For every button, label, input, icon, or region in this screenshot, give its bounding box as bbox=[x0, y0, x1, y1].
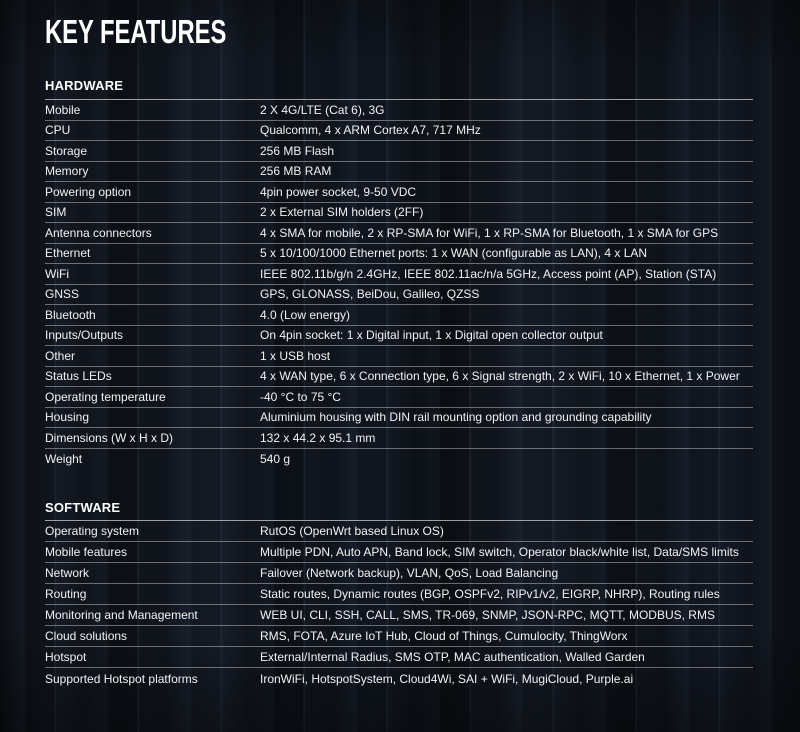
spec-row bbox=[45, 141, 753, 162]
spec-value: RMS, FOTA, Azure IoT Hub, Cloud of Things, Cumulocity, ThingWorx bbox=[260, 629, 628, 643]
spec-value: 256 MB RAM bbox=[260, 164, 332, 179]
spec-row bbox=[45, 346, 753, 367]
spec-label: WiFi bbox=[45, 266, 69, 281]
spec-row bbox=[45, 387, 753, 408]
page-content bbox=[45, 0, 753, 689]
spec-row bbox=[45, 449, 753, 470]
spec-value: Failover (Network backup), VLAN, QoS, Load Balancing bbox=[260, 566, 559, 580]
spec-row bbox=[45, 162, 753, 183]
spec-label: GNSS bbox=[45, 287, 80, 302]
spec-row bbox=[45, 605, 753, 626]
section-title-software: SOFTWARE bbox=[45, 500, 121, 515]
spec-label: Antenna connectors bbox=[45, 225, 152, 240]
spec-label: Operating system bbox=[45, 524, 140, 538]
spec-value: WEB UI, CLI, SSH, CALL, SMS, TR-069, SNMP, JSON-RPC, MQTT, MODBUS, RMS bbox=[260, 608, 715, 622]
spec-row bbox=[45, 626, 753, 647]
spec-label: Memory bbox=[45, 164, 89, 179]
spec-value: 540 g bbox=[260, 451, 291, 466]
spec-label: Supported Hotspot platforms bbox=[45, 671, 198, 686]
spec-label: SIM bbox=[45, 205, 67, 220]
spec-row bbox=[45, 223, 753, 244]
spec-label: Network bbox=[45, 566, 90, 580]
spec-row bbox=[45, 264, 753, 285]
spec-label: Mobile features bbox=[45, 545, 128, 559]
spec-label: Dimensions (W x H x D) bbox=[45, 430, 174, 445]
spec-value: Static routes, Dynamic routes (BGP, OSPFv2, RIPv1/v2, EIGRP, NHRP), Routing rules bbox=[260, 587, 720, 601]
spec-label: Storage bbox=[45, 143, 88, 158]
spec-row bbox=[45, 305, 753, 326]
spec-value: 4 x SMA for mobile, 2 x RP-SMA for WiFi, 1 x RP-SMA for Bluetooth, 1 x SMA for GPS bbox=[260, 225, 719, 240]
spec-value: Qualcomm, 4 x ARM Cortex A7, 717 MHz bbox=[260, 123, 481, 138]
spec-value: 2 x External SIM holders (2FF) bbox=[260, 205, 424, 220]
spec-value: IEEE 802.11b/g/n 2.4GHz, IEEE 802.11ac/n/a 5GHz, Access point (AP), Station (STA) bbox=[260, 266, 717, 281]
spec-row bbox=[45, 542, 753, 563]
spec-value: 4 x WAN type, 6 x Connection type, 6 x Signal strength, 2 x WiFi, 10 x Ethernet, 1 x Power bbox=[260, 369, 740, 384]
spec-label: Ethernet bbox=[45, 246, 91, 261]
spec-row bbox=[45, 521, 753, 542]
spec-value: 132 x 44.2 x 95.1 mm bbox=[260, 430, 376, 445]
spec-value: 4pin power socket, 9-50 VDC bbox=[260, 184, 417, 199]
spec-row bbox=[45, 584, 753, 605]
spec-row bbox=[45, 100, 753, 121]
spec-row bbox=[45, 367, 753, 388]
spec-label: Mobile bbox=[45, 102, 81, 117]
spec-label: Bluetooth bbox=[45, 307, 96, 322]
spec-row bbox=[45, 668, 753, 689]
section-hardware bbox=[45, 79, 753, 469]
spec-row bbox=[45, 203, 753, 224]
spec-label: Cloud solutions bbox=[45, 629, 128, 643]
spec-label: Hotspot bbox=[45, 650, 87, 664]
spec-row bbox=[45, 244, 753, 265]
spec-value: GPS, GLONASS, BeiDou, Galileo, QZSS bbox=[260, 287, 480, 302]
spec-value: On 4pin socket: 1 x Digital input, 1 x Digital open collector output bbox=[260, 328, 603, 343]
spec-label: Inputs/Outputs bbox=[45, 328, 124, 343]
spec-label: Powering option bbox=[45, 184, 132, 199]
section-title-hardware: HARDWARE bbox=[45, 78, 124, 93]
spec-row bbox=[45, 647, 753, 668]
spec-row bbox=[45, 563, 753, 584]
hardware-spec-table bbox=[45, 99, 753, 469]
page-title: KEY FEATURES bbox=[45, 13, 227, 50]
spec-label: Housing bbox=[45, 410, 90, 425]
spec-value: 2 X 4G/LTE (Cat 6), 3G bbox=[260, 102, 385, 117]
spec-value: 1 x USB host bbox=[260, 348, 331, 363]
spec-value: Multiple PDN, Auto APN, Band lock, SIM switch, Operator black/white list, Data/SMS limits bbox=[260, 545, 739, 559]
spec-value: -40 °C to 75 °C bbox=[260, 389, 341, 404]
spec-label: CPU bbox=[45, 123, 71, 138]
spec-row bbox=[45, 408, 753, 429]
software-spec-table bbox=[45, 520, 753, 689]
spec-row bbox=[45, 121, 753, 142]
spec-value: External/Internal Radius, SMS OTP, MAC authentication, Walled Garden bbox=[260, 650, 645, 664]
spec-label: Operating temperature bbox=[45, 389, 166, 404]
spec-row bbox=[45, 285, 753, 306]
spec-label: Status LEDs bbox=[45, 369, 112, 384]
section-software bbox=[45, 501, 753, 689]
spec-value: 4.0 (Low energy) bbox=[260, 307, 351, 322]
spec-label: Weight bbox=[45, 451, 83, 466]
spec-row bbox=[45, 428, 753, 449]
spec-row bbox=[45, 182, 753, 203]
spec-value: 256 MB Flash bbox=[260, 143, 335, 158]
spec-row bbox=[45, 326, 753, 347]
spec-label: Other bbox=[45, 348, 76, 363]
spec-label: Monitoring and Management bbox=[45, 608, 198, 622]
spec-value: RutOS (OpenWrt based Linux OS) bbox=[260, 524, 444, 538]
spec-label: Routing bbox=[45, 587, 87, 601]
spec-value: IronWiFi, HotspotSystem, Cloud4Wi, SAI + WiFi, MugiCloud, Purple.ai bbox=[260, 671, 634, 686]
spec-value: 5 x 10/100/1000 Ethernet ports: 1 x WAN (configurable as LAN), 4 x LAN bbox=[260, 246, 648, 261]
spec-value: Aluminium housing with DIN rail mounting option and grounding capability bbox=[260, 410, 652, 425]
